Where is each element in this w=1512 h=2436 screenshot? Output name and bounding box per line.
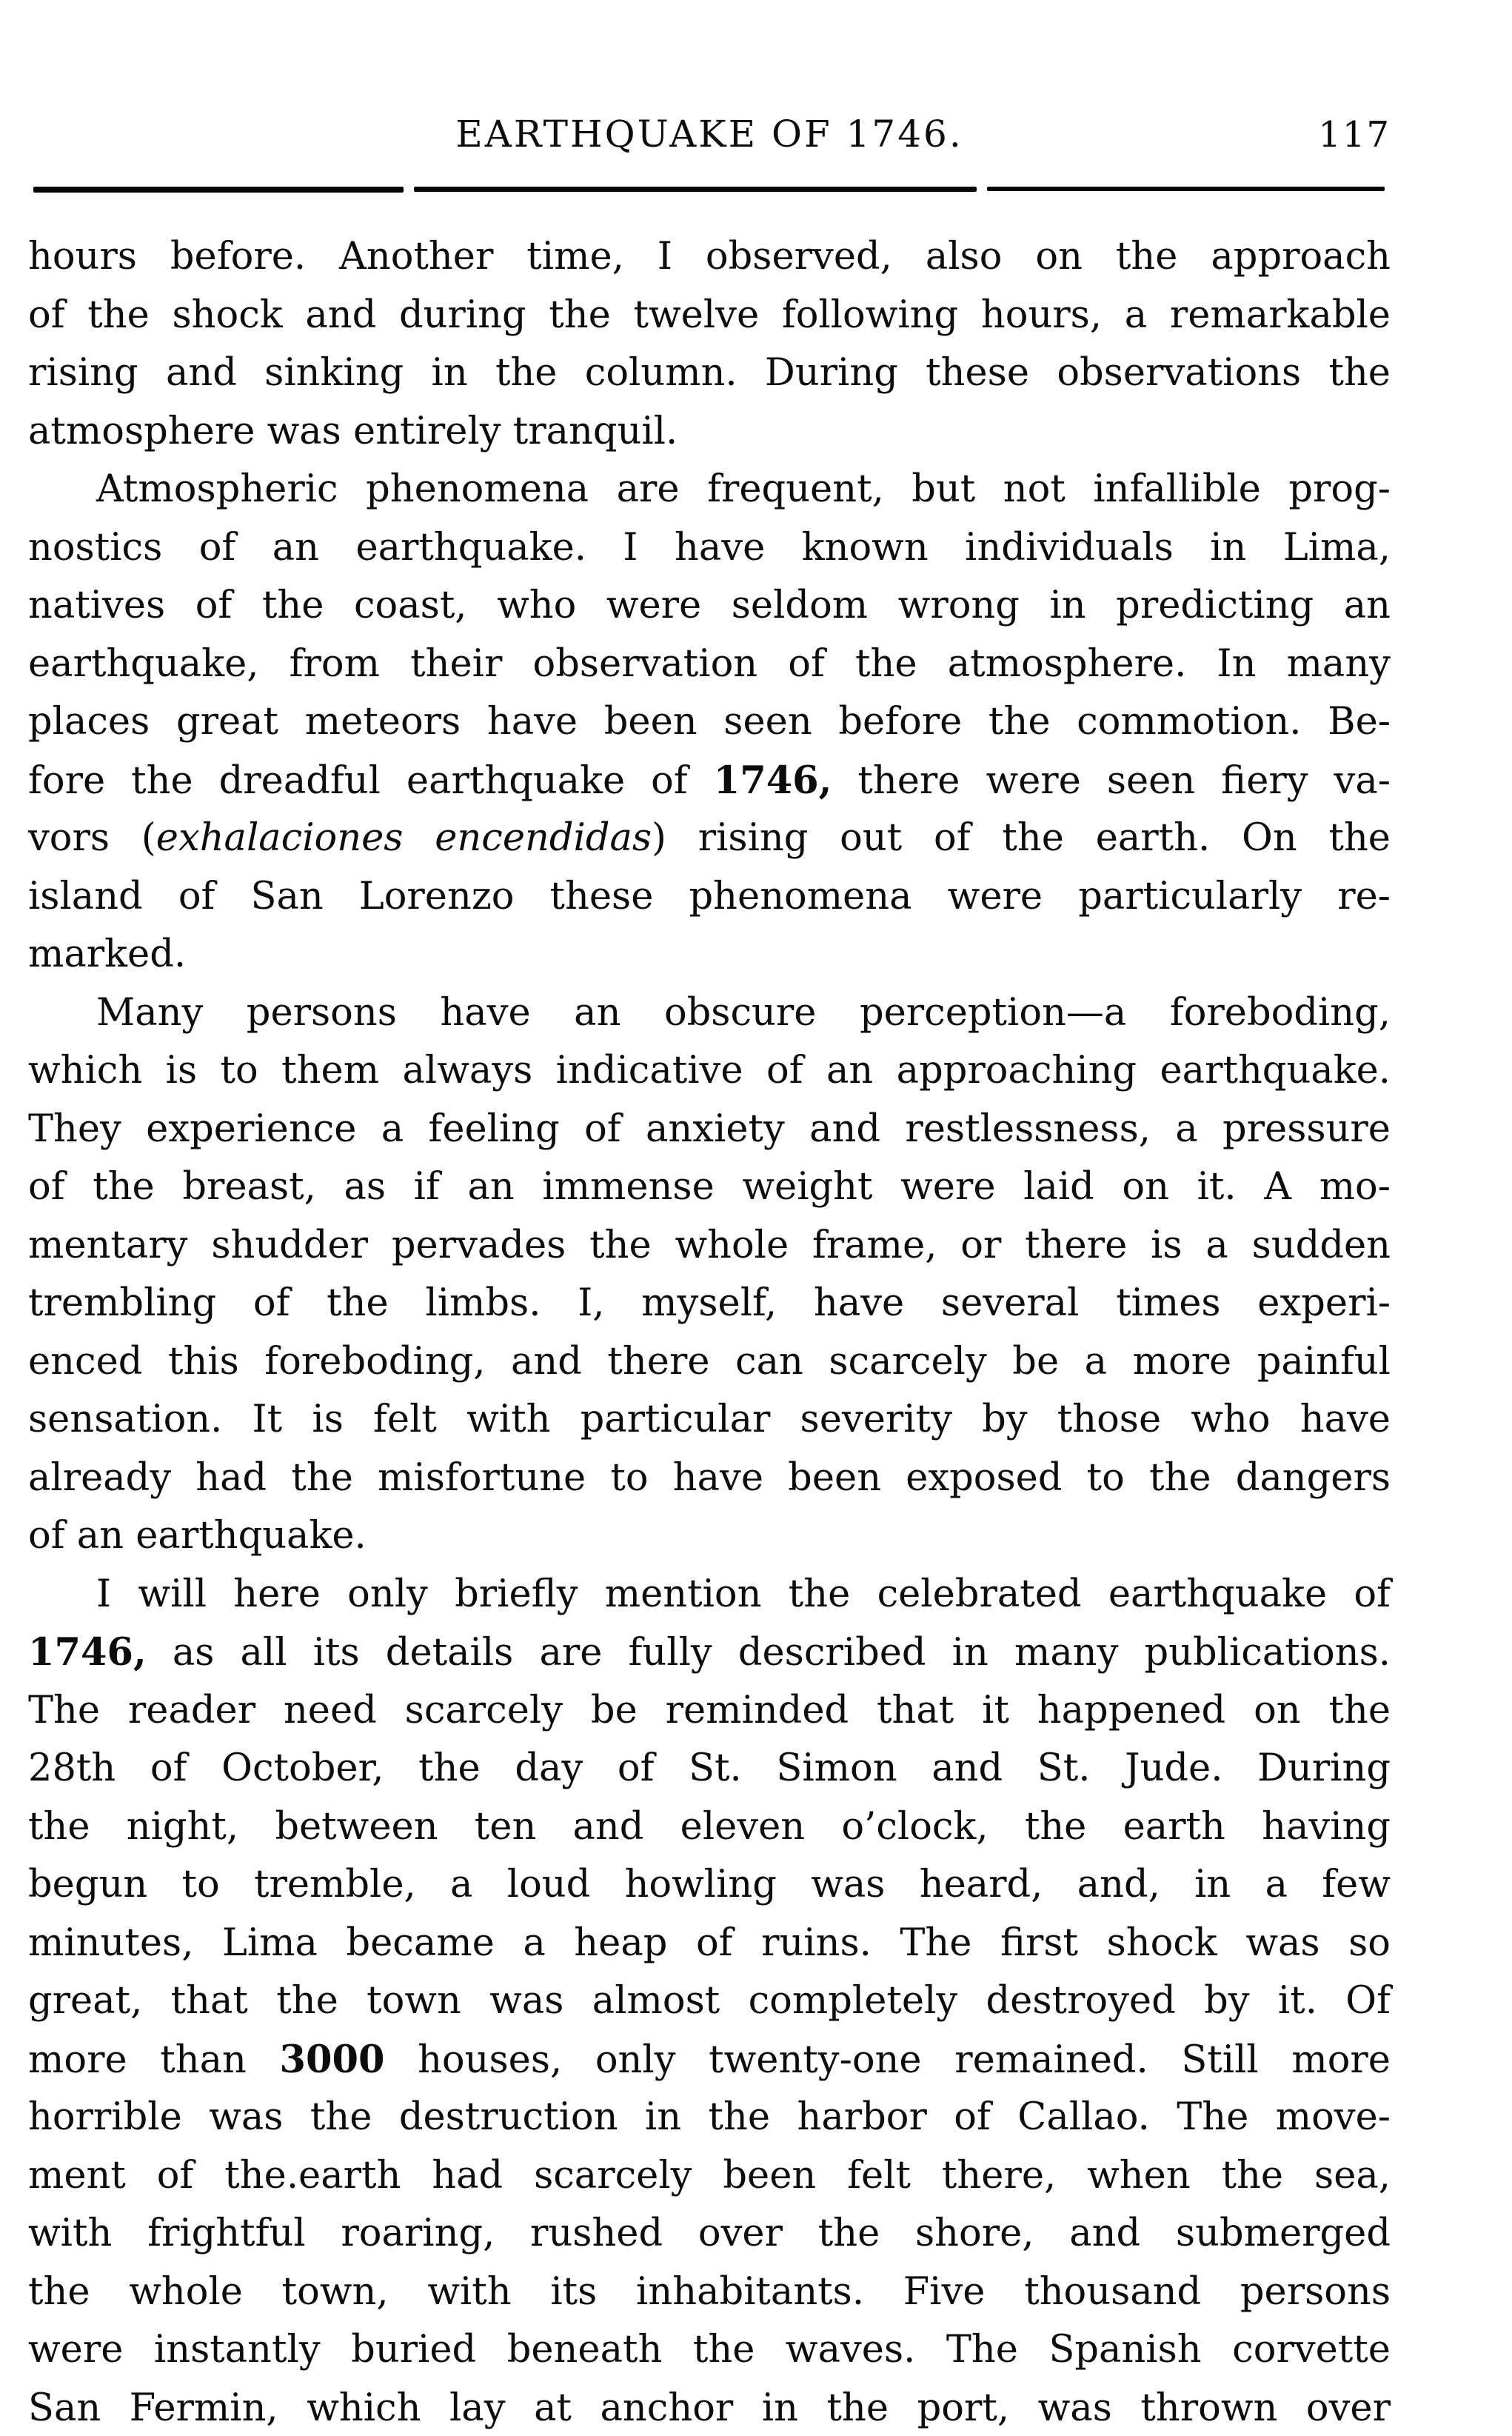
text-segment: mentary shudder pervades the whole frame, or there is a sudden (28, 1223, 1391, 1267)
text-segment: of the shock and during the twelve following hours, a remarkable (28, 293, 1391, 337)
text-line (28, 344, 1391, 403)
text-line (28, 1682, 1391, 1741)
text-segment: begun to tremble, a loud howling was heard, and, in a few (28, 1863, 1391, 1906)
text-line (28, 984, 1391, 1043)
italic-text: exhalaciones encendidas (155, 816, 652, 860)
text-line (28, 2205, 1391, 2263)
text-segment: ) rising out of the earth. On the (652, 816, 1391, 860)
text-segment: places great meteors have been seen before the commotion. Be- (28, 700, 1391, 744)
text-segment: San Fermin, which lay at anchor in the port, was thrown over (28, 2386, 1391, 2430)
text-segment: ment of the.earth had scarcely been felt there, when the sea, (28, 2153, 1391, 2198)
text-line (28, 1915, 1391, 1973)
text-segment: They experience a feeling of anxiety and restlessness, a pressure (28, 1107, 1391, 1151)
text-line (28, 461, 1391, 519)
text-line (28, 1449, 1391, 1508)
text-segment: earthquake, from their observation of the atmosphere. In many (28, 641, 1391, 686)
text-line (28, 693, 1391, 752)
text-line (28, 1391, 1391, 1449)
running-title: EARTHQUAKE OF 1746. (455, 113, 963, 156)
text-segment: hours before. Another time, I observed, also on the approach (28, 235, 1391, 278)
text-segment: natives of the coast, who were seldom wrong in predicting an (28, 584, 1391, 627)
text-line (28, 1624, 1391, 1682)
text-line (28, 868, 1391, 927)
text-line (28, 1507, 1391, 1566)
header-rule-segment (987, 187, 1385, 191)
text-line (28, 287, 1391, 345)
text-segment: horrible was the destruction in the harbor of Callao. The move- (28, 2095, 1391, 2139)
text-line (28, 2147, 1391, 2206)
text-segment: minutes, Lima became a heap of ruins. The first shock was so (28, 1921, 1391, 1965)
text-segment: island of San Lorenzo these phenomena were particularly re- (28, 874, 1391, 918)
text-line (28, 1158, 1391, 1217)
text-segment: fore the dreadful earthquake of (28, 758, 714, 803)
text-segment: the whole town, with its inhabitants. Five thousand persons (28, 2269, 1391, 2314)
text-segment: great, that the town was almost completely destroyed by it. Of (28, 1979, 1391, 2023)
bold-text: 1746, (28, 1630, 147, 1675)
text-segment: which is to them always indicative of an approaching earthquake. (28, 1049, 1391, 1092)
header-rule-segment (33, 187, 404, 193)
text-line (28, 1042, 1391, 1101)
text-segment: The reader need scarcely be reminded that it happened on the (28, 1688, 1391, 1732)
text-line (28, 635, 1391, 694)
text-segment: were instantly buried beneath the waves. The Spanish corvette (28, 2328, 1391, 2372)
text-segment: nostics of an earthquake. I have known individuals in Lima, (28, 525, 1391, 570)
text-segment: rising and sinking in the column. During these observations the (28, 351, 1391, 395)
text-line (28, 1333, 1391, 1392)
text-segment: Atmospheric phenomena are frequent, but not infallible prog- (96, 467, 1391, 511)
text-segment: with frightful roaring, rushed over the shore, and submerged (28, 2212, 1391, 2255)
text-line (28, 2263, 1391, 2322)
text-line (28, 2089, 1391, 2147)
text-segment: there were seen fiery va- (832, 758, 1391, 803)
text-segment: atmosphere was entirely tranquil. (28, 409, 678, 453)
text-line (28, 1275, 1391, 1333)
text-segment: I will here only briefly mention the celebrated earthquake of (96, 1572, 1391, 1616)
text-line (28, 577, 1391, 635)
text-segment: as all its details are fully described in many publications. (146, 1631, 1391, 1675)
page-header (28, 113, 1391, 167)
text-segment: Many persons have an obscure perception—a foreboding, (96, 990, 1391, 1035)
header-rule-segment (414, 187, 977, 192)
text-line (28, 1798, 1391, 1857)
text-line (28, 1217, 1391, 1275)
text-line (28, 1740, 1391, 1798)
text-line (28, 752, 1391, 810)
text-segment: of an earthquake. (28, 1514, 367, 1558)
text-segment: 28th of October, the day of St. Simon and St. Jude. During (28, 1746, 1391, 1790)
text-segment: houses, only twenty-one remained. Still more (384, 2038, 1391, 2082)
text-line (28, 1101, 1391, 1159)
text-line (28, 519, 1391, 578)
text-segment: enced this foreboding, and there can scarcely be a more painful (28, 1339, 1391, 1384)
page-body (28, 228, 1391, 2436)
text-line (28, 2380, 1391, 2436)
text-line (28, 1566, 1391, 1624)
bold-text: 3000 (279, 2037, 385, 2082)
text-line (28, 403, 1391, 461)
text-segment: of the breast, as if an immense weight were laid on it. A mo- (28, 1165, 1391, 1209)
text-segment: vors ( (28, 816, 156, 860)
text-segment: sensation. It is felt with particular severity by those who have (28, 1398, 1391, 1441)
text-line (28, 810, 1391, 868)
bold-text: 1746, (713, 758, 832, 803)
page-number: 117 (1318, 114, 1391, 156)
text-line (28, 1856, 1391, 1915)
text-line (28, 926, 1391, 984)
text-segment: marked. (28, 932, 187, 976)
text-segment: more than (28, 2038, 280, 2082)
text-line (28, 2031, 1391, 2089)
text-segment: already had the misfortune to have been exposed to the dangers (28, 1455, 1391, 1500)
text-segment: trembling of the limbs. I, myself, have several times experi- (28, 1281, 1391, 1325)
text-line (28, 228, 1391, 287)
text-segment: the night, between ten and eleven o’clock, the earth having (28, 1804, 1391, 1849)
text-line (28, 2321, 1391, 2380)
text-line (28, 1972, 1391, 2031)
